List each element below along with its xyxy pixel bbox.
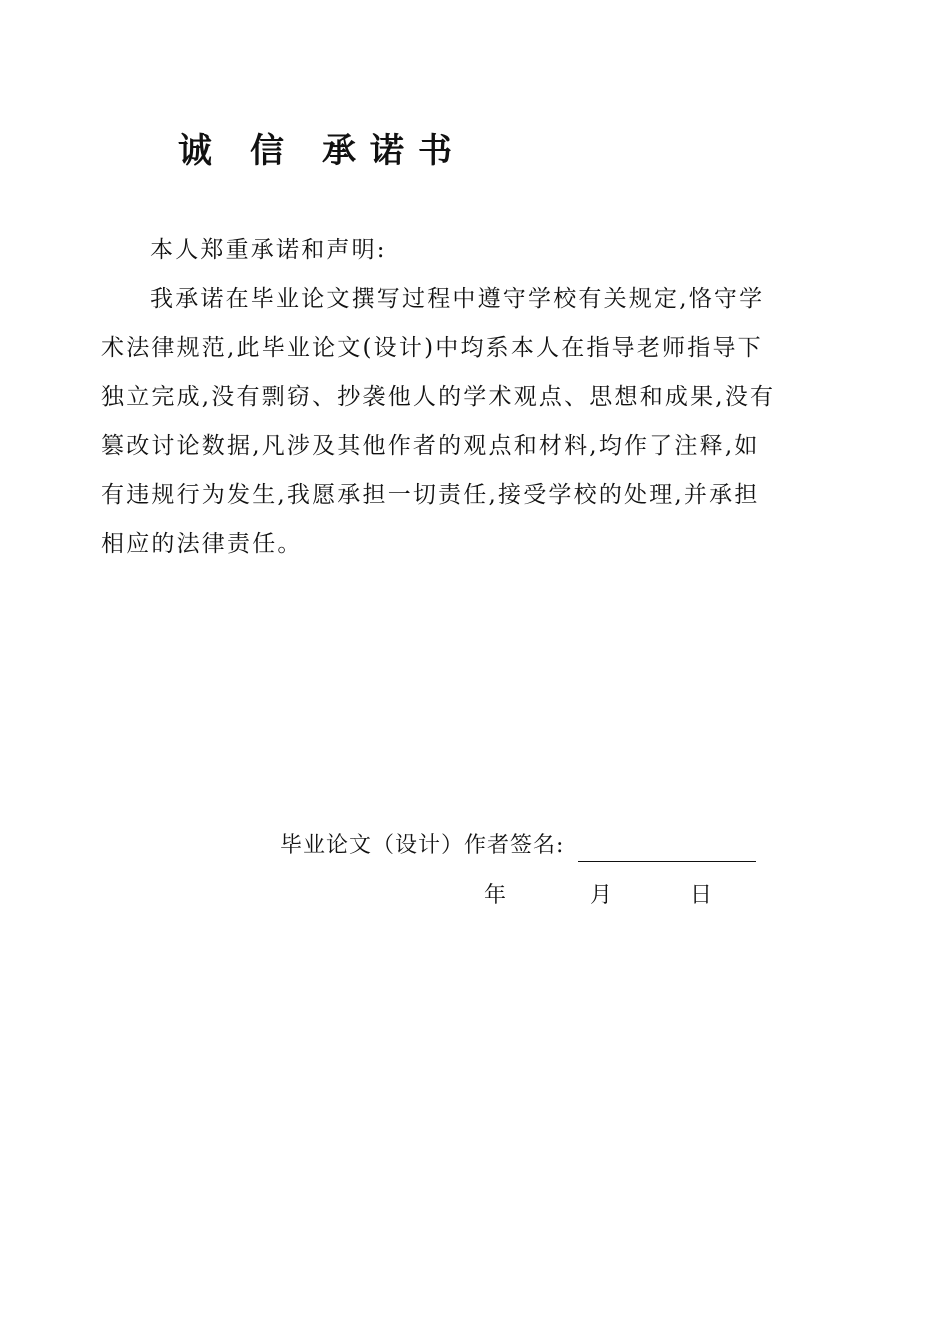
paragraph-line: 独立完成,没有剽窃、抄袭他人的学术观点、思想和成果,没有: [101, 384, 776, 410]
signature-label: 毕业论文（设计）作者签名:: [280, 833, 565, 858]
title-char: 信: [250, 131, 284, 171]
paragraph-line: 有违规行为发生,我愿承担一切责任,接受学校的处理,并承担: [101, 482, 760, 508]
paragraph-line: 我承诺在毕业论文撰写过程中遵守学校有关规定,恪守学: [150, 286, 765, 312]
page-title: [178, 126, 452, 176]
paragraph-line: 术法律规范,此毕业论文(设计)中均系本人在指导老师指导下: [101, 335, 763, 361]
signature-row: [280, 826, 756, 866]
date-day-label: 日: [690, 883, 713, 908]
signature-blank-line: [578, 831, 756, 862]
title-char: 诚: [178, 131, 212, 171]
title-char: 书: [418, 131, 452, 171]
paragraph-line: 相应的法律责任。: [101, 531, 303, 557]
date-month-label: 月: [590, 883, 613, 908]
title-char: 承: [322, 131, 356, 171]
date-year-label: 年: [484, 883, 507, 908]
intro-statement: 本人郑重承诺和声明:: [150, 237, 387, 263]
paragraph-line: 篡改讨论数据,凡涉及其他作者的观点和材料,均作了注释,如: [101, 433, 760, 459]
title-char: 诺: [370, 131, 404, 171]
date-row: [484, 876, 712, 916]
commitment-paragraph: [101, 275, 793, 569]
